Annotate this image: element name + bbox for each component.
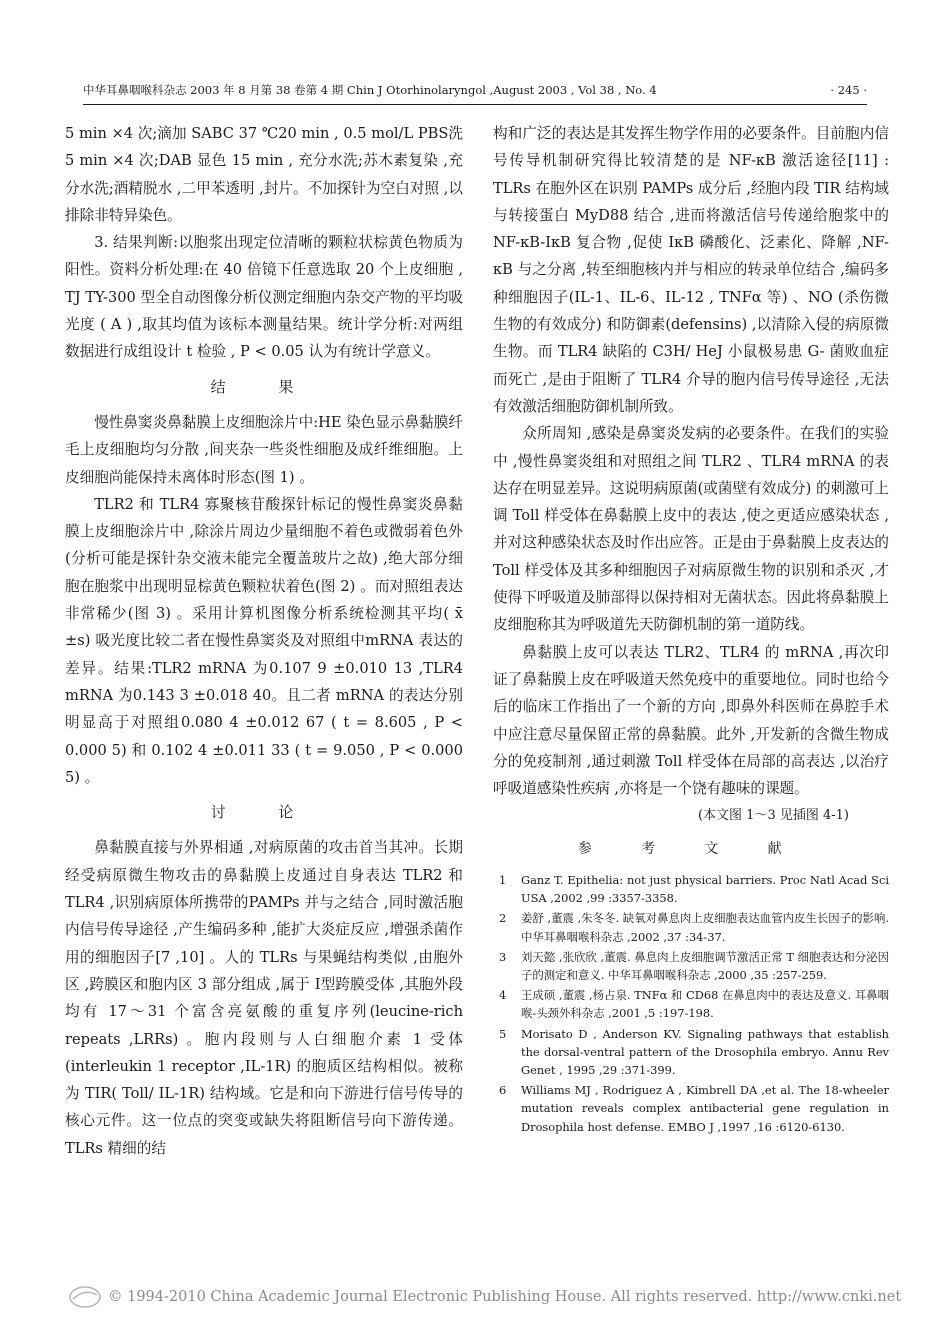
reference-item: 6 Williams MJ , Rodriguez A , Kimbrell DA ,et al. The 18-wheeler mutation reveals complex antibacterial gene regulation in Drosophila host defense. EMBO J ,1997 ,16 :6120-6130. [499, 1083, 889, 1134]
results-paragraph-1: 慢性鼻窦炎鼻黏膜上皮细胞涂片中:HE 染色显示鼻黏膜纤毛上皮细胞均匀分散 ,间夹杂一些炎性细胞及成纤维细胞。上皮细胞尚能保持未离体时形态(图 1) 。 [65, 413, 463, 486]
copyright-text: © 1994-2010 China Academic Journal Electronic Publishing House. All rights reserved. http://www.cnki.net [108, 1289, 902, 1305]
methods-paragraph: 5 min ×4 次;滴加 SABC 37 ℃20 min , 0.5 mol/L PBS洗5 min ×4 次;DAB 显色 15 min , 充分水洗;苏木素复染 ,充分水洗;酒精脱水 ,二甲苯透明 ,封片。不加探针为空白对照 ,以排除非特异染色。 [65, 125, 463, 224]
figure-note: (本文图 1～3 见插图 4-1) [697, 808, 849, 824]
reference-item: 5 Morisato D , Anderson KV. Signaling pathways that establish the dorsal-ventral pattern of the Drosophila embryo. Annu Rev Genet , 1995 ,29 :371-399. [499, 1026, 889, 1078]
reference-list [493, 871, 889, 1136]
reference-item: 1 Ganz T. Epithelia: not just physical barriers. Proc Natl Acad Sci USA ,2002 ,99 :3357-3358. [499, 873, 889, 906]
discussion-paragraph-3: 众所周知 ,感染是鼻窦炎发病的必要条件。在我们的实验中 ,慢性鼻窦炎组和对照组之间 TLR2 、TLR4 mRNA 的表达存在明显差异。这说明病原菌(或菌壁有效成分) 的刺激可上调 Toll 样受体在鼻黏膜上皮中的表达 ,使之更适应感染状态 ,并对这种感染状态及时作出应答。正是由于鼻黏膜上皮表达的 Toll 样受体及其多种细胞因子对病原微生物的识别和杀灭 ,才使得下呼吸道及肺部得以保持相对无菌状态。因此将鼻黏膜上皮细胞称其为呼吸道先天防御机制的第一道防线。 [493, 425, 889, 634]
running-header [83, 80, 867, 105]
reference-item: 3 刘天懿 ,张欣欣 ,董震. 鼻息肉上皮细胞调节激活正常 T 细胞表达和分泌因子的测定和意义. 中华耳鼻咽喉科杂志 ,2000 ,35 :257-259. [499, 949, 889, 983]
page-number: · 245 · [830, 83, 867, 97]
discussion-heading: 讨 论 [210, 803, 318, 822]
right-column [493, 120, 889, 1138]
results-heading: 结 果 [210, 377, 318, 396]
cnki-logo-icon [68, 1284, 102, 1310]
journal-citation: 中华耳鼻咽喉科杂志 2003 年 8 月第 38 卷第 4 期 Chin J Otorhinolaryngol ,August 2003 , Vol 38 , No. 4 [83, 83, 657, 97]
result-criteria-paragraph: 3. 结果判断:以胞浆出现定位清晰的颗粒状棕黄色物质为阳性。资料分析处理:在 40 倍镜下任意选取 20 个上皮细胞 , TJ TY-300 型全自动图像分析仪测定细胞内杂交产物的平均吸光度 ( A ) ,取其均值为该标本测量结果。统计学分析:对两组数据进行成组设计 t 检验 , P < 0.05 认为有统计学意义。 [65, 234, 463, 361]
left-column [65, 120, 463, 1162]
copyright-footer [68, 1282, 902, 1312]
discussion-paragraph-1: 鼻黏膜直接与外界相通 ,对病原菌的攻击首当其冲。长期经受病原微生物攻击的鼻黏膜上皮通过自身表达 TLR2 和 TLR4 ,识别病原体所携带的PAMPs 并与之结合 ,同时激活胞内信号传导途径 ,产生编码多种 ,能扩大炎症反应 ,增强杀菌作用的细胞因子[7 ,10] 。人的 TLRs 与果蝇结构类似 ,由胞外区 ,跨膜区和胞内区 3 部分组成 ,属于 Ⅰ型跨膜受体 ,其胞外段均有 17～31 个富含亮氨酸的重复序列(leucine-rich repeats ,LRRs) 。胞内段则与人白细胞介素 1 受体(interleukin 1 receptor ,IL-1R) 的胞质区结构相似。被称为 TIR( Toll/ IL-1R) 结构域。它是和向下游进行信号传导的核心元件。这一位点的突变或缺失将阻断信号向下游传递。TLRs 精细的结 [65, 839, 463, 1157]
reference-item: 4 王成硕 ,董震 ,杨占泉. TNFα 和 CD68 在鼻息肉中的表达及意义. 耳鼻咽喉-头颈外科杂志 ,2001 ,5 :197-198. [499, 988, 889, 1021]
discussion-paragraph-4: 鼻黏膜上皮可以表达 TLR2、TLR4 的 mRNA ,再次印证了鼻黏膜上皮在呼吸道天然免疫中的重要地位。同时也给今后的临床工作指出了一个新的方向 ,即鼻外科医师在鼻腔手术中应注意尽量保留正常的鼻黏膜。此外 ,开发新的含微生物成分的免疫制剂 ,通过刺激 Toll 样受体在局部的高表达 ,以治疗呼吸道感染性疾病 ,亦将是一个饶有趣味的课题。 [493, 643, 889, 798]
discussion-paragraph-2: 构和广泛的表达是其发挥生物学作用的必要条件。目前胞内信号传导机制研究得比较清楚的是 NF-κB 激活途径[11] : TLRs 在胞外区在识别 PAMPs 成分后 ,经胞内段 TIR 结构域与转接蛋白 MyD88 结合 ,进而将激活信号传递给胞浆中的 NF-κB-IκB 复合物 ,促使 IκB 磷酸化、泛素化、降解 ,NF-κB 与之分离 ,转至细胞核内并与相应的转录单位结合 ,编码多种细胞因子(IL-1、IL-6、IL-12 , TNFα 等) 、NO (杀伤微生物的有效成分) 和防御素(defensins) ,以清除入侵的病原微生物。而 TLR4 缺陷的 C3H/ HeJ 小鼠极易患 G- 菌败血症而死亡 ,是由于阻断了 TLR4 介导的胞内信号传导途径 ,无法有效激活细胞防御机制所致。 [493, 125, 889, 415]
results-paragraph-2: TLR2 和 TLR4 寡聚核苷酸探针标记的慢性鼻窦炎鼻黏膜上皮细胞涂片中 ,除涂片周边少量细胞不着色或微弱着色外(分析可能是探针杂交液未能完全覆盖玻片之故) ,绝大部分细胞在胞浆中出现明显棕黄色颗粒状着色(图 2) 。而对照组表达非常稀少(图 3) 。采用计算机图像分析系统检测其平均( x̄ ±s) 吸光度比较二者在慢性鼻窦炎及对照组中mRNA 表达的差异。结果:TLR2 mRNA 为0.107 9 ±0.010 13 ,TLR4 mRNA 为0.143 3 ±0.018 40。且二者 mRNA 的表达分别明显高于对照组0.080 4 ±0.012 67 ( t = 8.605 , P < 0.000 5) 和 0.102 4 ±0.011 33 ( t = 9.050 , P < 0.000 5) 。 [65, 495, 463, 786]
references-heading: 参 考 文 献 [577, 840, 805, 857]
reference-item: 2 姜舒 ,董震 ,朱冬冬. 缺氧对鼻息肉上皮细胞表达血管内皮生长因子的影响. 中华耳鼻咽喉科杂志 ,2002 ,37 :34-37. [499, 911, 889, 944]
